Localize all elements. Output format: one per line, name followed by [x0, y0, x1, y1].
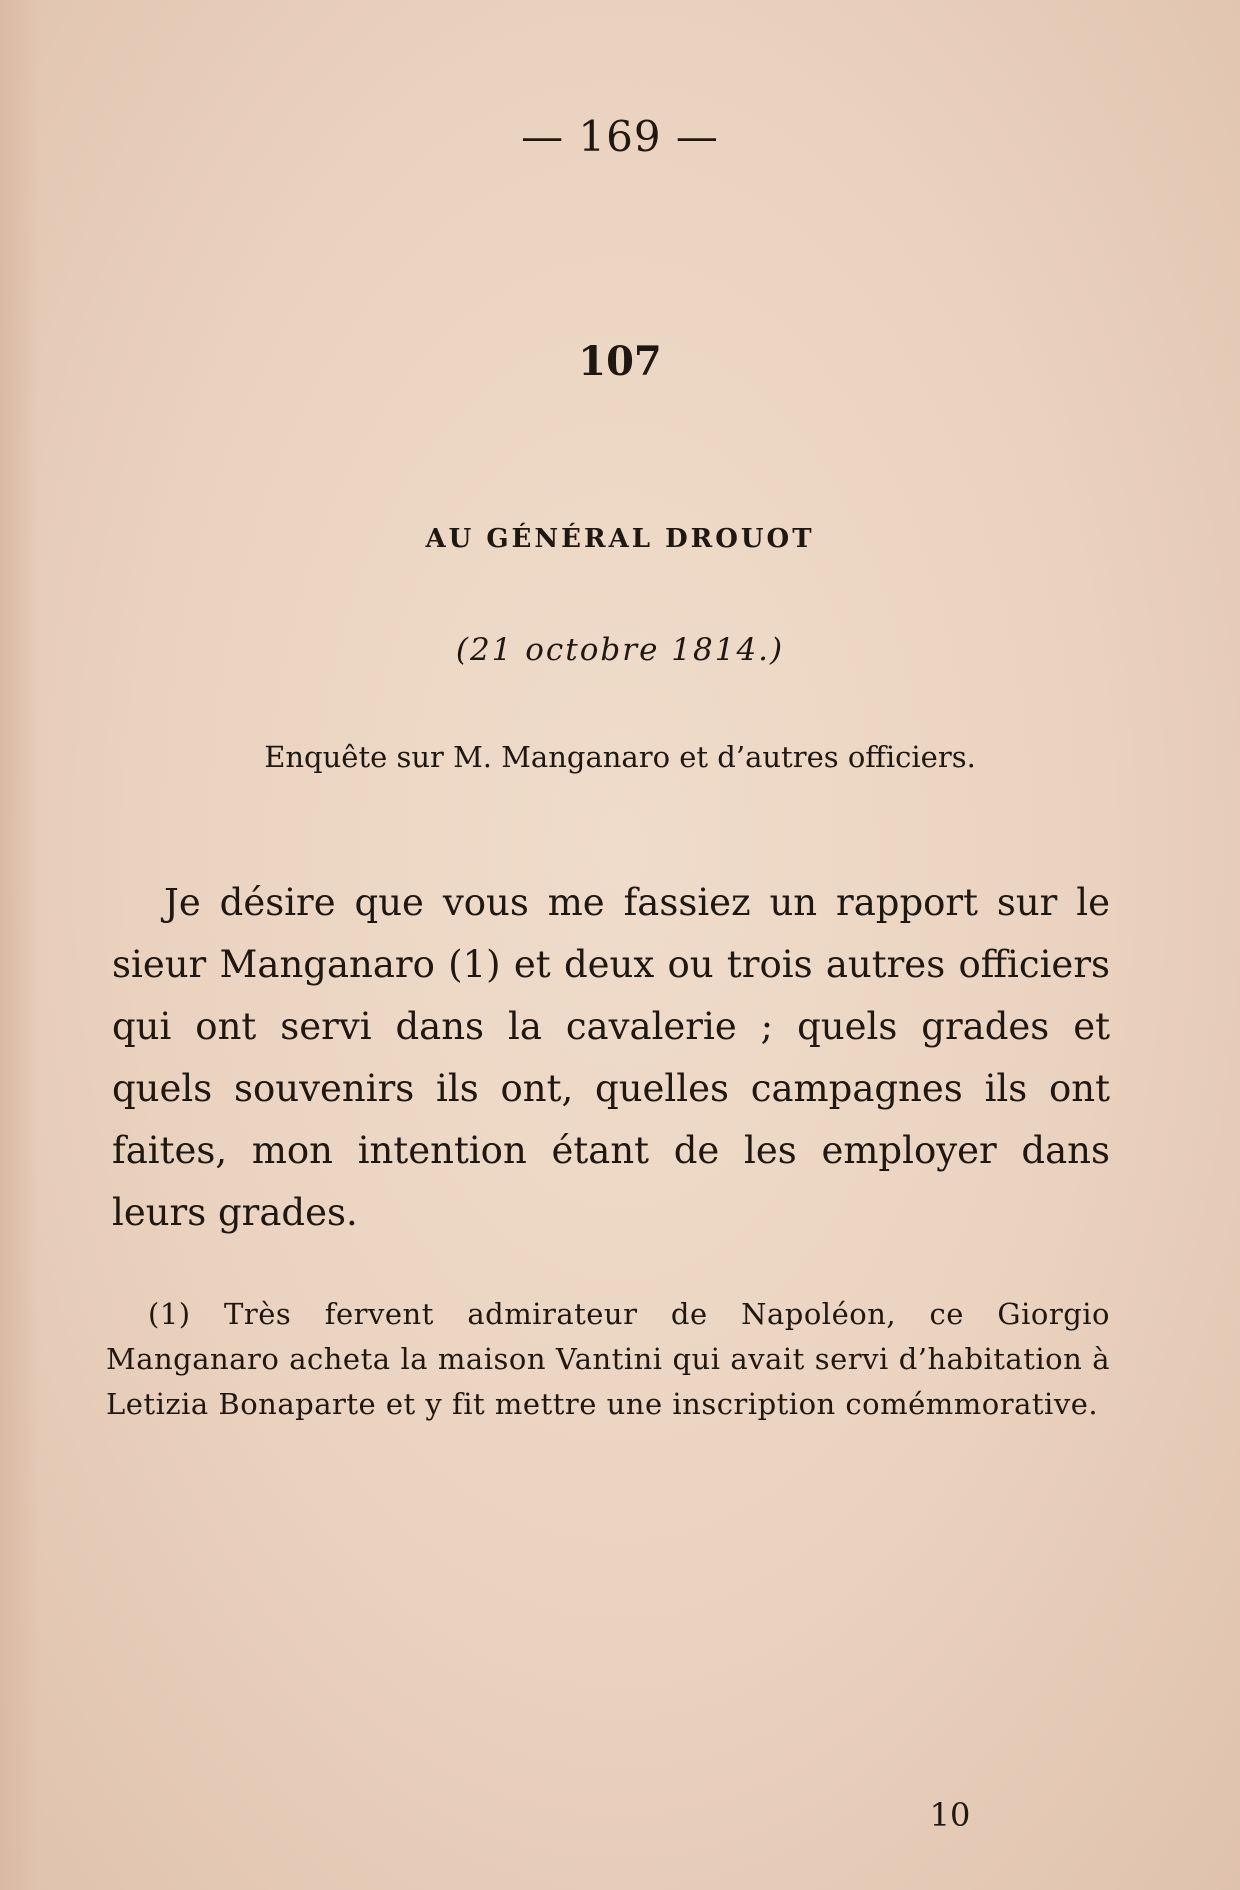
letter-addressee: AU GÉNÉRAL DROUOT — [425, 524, 815, 554]
letter-summary: Enquête sur M. Manganaro et d’autres officiers. — [264, 740, 976, 774]
letter-date: (21 octobre 1814.) — [455, 632, 785, 668]
signature-mark: 10 — [929, 1796, 971, 1834]
letter-body: Je désire que vous me fassiez un rapport sur le sieur Manganaro (1) et deux ou trois autres officiers qui ont servi dans la cavalerie ; quels grades et quels souvenirs ils ont, quelles campagnes ils ont faites, mon intention étant de les employer dans leurs grades. — [112, 881, 1110, 1234]
page-edge-shadow — [0, 0, 40, 1890]
footnote: (1) Très fervent admirateur de Napoléon, ce Giorgio Manganaro acheta la maison Vantini qui avait servi d’habitation à Letizia Bonaparte et y fit mettre une inscription comémmorative. — [106, 1297, 1110, 1421]
letter-number: 107 — [578, 338, 662, 385]
page-number: — 169 — — [521, 112, 719, 161]
